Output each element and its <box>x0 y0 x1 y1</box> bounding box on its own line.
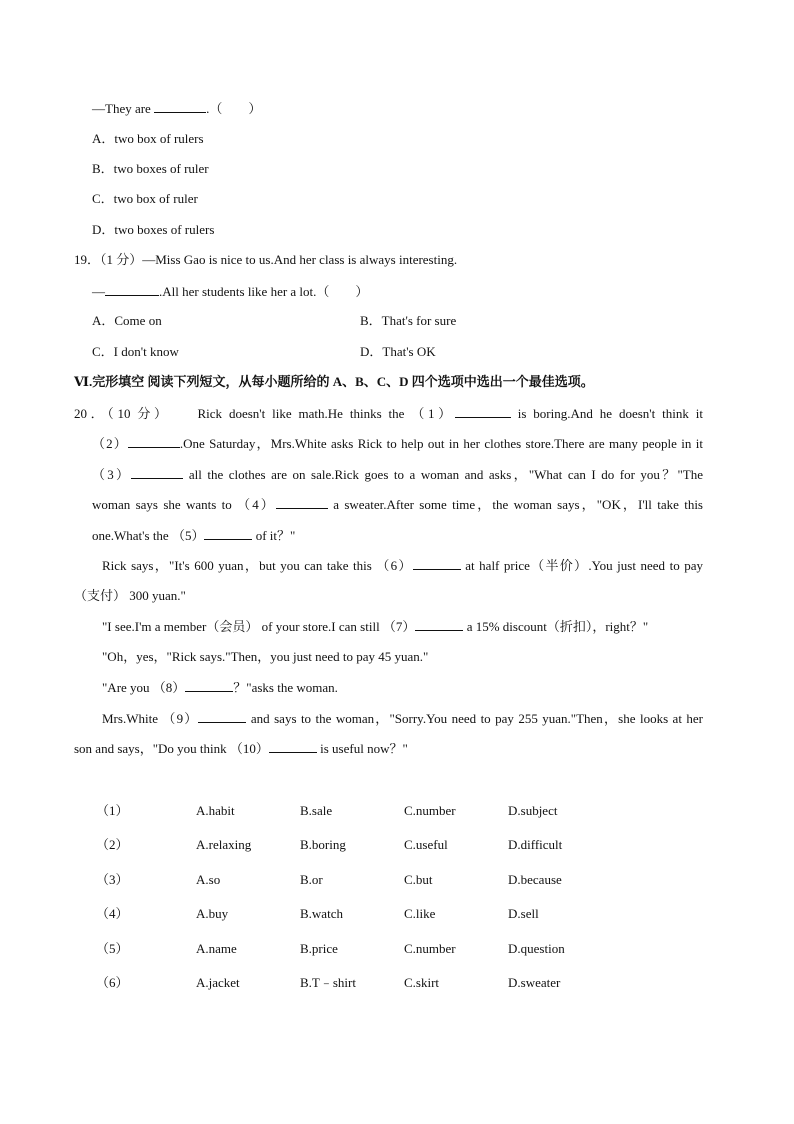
q19-option-d[interactable]: D．That's OK <box>360 344 436 359</box>
choice-option-c[interactable]: C.useful <box>404 837 448 852</box>
q18-option-a[interactable]: A．two box of rulers <box>92 131 204 146</box>
choice-option-b[interactable]: B.sale <box>300 803 333 818</box>
q20-line-2: （2） .One Saturday，Mrs.White asks Rick to help out in her clothes store.There are many people in it <box>92 436 703 451</box>
choice-option-a[interactable]: A.so <box>196 872 221 887</box>
passage-blank-4[interactable] <box>276 496 328 509</box>
choice-option-a[interactable]: A.habit <box>196 803 235 818</box>
q20-line-5: one.What's the （5） of it？" <box>92 528 296 543</box>
choice-option-d[interactable]: D.sell <box>508 906 539 921</box>
passage-blank-1[interactable] <box>455 405 511 418</box>
answer-blank[interactable] <box>105 283 159 296</box>
q20-line-3: （3） all the clothes are on sale.Rick goes to a woman and asks，"What can I do for you？"The <box>92 467 703 482</box>
passage-blank-8[interactable] <box>185 679 233 692</box>
choice-number: （2） <box>96 837 129 852</box>
choice-number: （6） <box>96 975 129 990</box>
q18-option-d[interactable]: D．two boxes of rulers <box>92 222 215 237</box>
passage-blank-2[interactable] <box>128 435 180 448</box>
choice-option-a[interactable]: A.relaxing <box>196 837 252 852</box>
answer-blank[interactable] <box>154 100 206 113</box>
choice-number: （1） <box>96 803 129 818</box>
choice-option-d[interactable]: D.subject <box>508 803 558 818</box>
section-title: Ⅵ.完形填空 阅读下列短文，从每小题所给的 A、B、C、D 四个选项中选出一个最佳选项。 <box>74 374 594 389</box>
choice-option-c[interactable]: C.number <box>404 941 456 956</box>
q20-line-12: son and says，"Do you think （10） is useful now？" <box>74 741 408 756</box>
q20-line-7: （支付） 300 yuan." <box>74 588 186 603</box>
passage-blank-3[interactable] <box>131 466 183 479</box>
choice-option-a[interactable]: A.jacket <box>196 975 240 990</box>
q20-line-6: Rick says，"It's 600 yuan，but you can take this （6） at half price（半价）.You just need to pay <box>102 558 703 573</box>
passage-blank-6[interactable] <box>413 557 461 570</box>
q20-line-9: "Oh，yes，"Rick says."Then，you just need to pay 45 yuan." <box>102 649 429 664</box>
choice-option-a[interactable]: A.buy <box>196 906 229 921</box>
choice-number: （4） <box>96 906 129 921</box>
q19-header: 19．（1 分）—Miss Gao is nice to us.And her class is always interesting. <box>74 252 458 267</box>
choice-number: （5） <box>96 941 129 956</box>
q20-line-10: "Are you （8） ？"asks the woman. <box>102 680 338 695</box>
passage-blank-9[interactable] <box>198 710 246 723</box>
choice-option-c[interactable]: C.but <box>404 872 433 887</box>
choice-option-c[interactable]: C.like <box>404 906 436 921</box>
passage-blank-7[interactable] <box>415 618 463 631</box>
choice-option-d[interactable]: D.sweater <box>508 975 561 990</box>
choice-option-d[interactable]: D.difficult <box>508 837 563 852</box>
q20-line-1: 20．（10 分） Rick doesn't like math.He thinks the （1） is boring.And he doesn't think it <box>74 406 703 421</box>
choice-option-b[interactable]: B.or <box>300 872 323 887</box>
passage-blank-10[interactable] <box>269 740 317 753</box>
q19-line2: — .All her students like her a lot.（ ） <box>92 284 369 299</box>
q19-option-a[interactable]: A．Come on <box>92 313 162 328</box>
q20-line-11: Mrs.White （9） and says to the woman，"Sorry.You need to pay 255 yuan."Then，she looks at her <box>102 711 703 726</box>
q20-line-8: "I see.I'm a member（会员） of your store.I can still （7） a 15% discount（折扣），right？" <box>102 619 649 634</box>
choice-option-b[interactable]: B.T﹣shirt <box>300 975 356 990</box>
choice-option-a[interactable]: A.name <box>196 941 237 956</box>
choice-option-b[interactable]: B.watch <box>300 906 343 921</box>
q18-stem: —They are .（ ） <box>92 101 262 116</box>
choice-option-b[interactable]: B.boring <box>300 837 346 852</box>
choice-option-b[interactable]: B.price <box>300 941 338 956</box>
q18-option-b[interactable]: B．two boxes of ruler <box>92 161 209 176</box>
choice-option-d[interactable]: D.question <box>508 941 565 956</box>
q18-option-c[interactable]: C．two box of ruler <box>92 191 198 206</box>
choice-option-c[interactable]: C.skirt <box>404 975 440 990</box>
passage-blank-5[interactable] <box>204 527 252 540</box>
q19-option-c[interactable]: C．I don't know <box>92 344 179 359</box>
q20-line-4: woman says she wants to （4） a sweater.After some time，the woman says，"OK，I'll take this <box>92 497 703 512</box>
q19-option-b[interactable]: B．That's for sure <box>360 313 457 328</box>
choice-option-c[interactable]: C.number <box>404 803 456 818</box>
choice-option-d[interactable]: D.because <box>508 872 562 887</box>
choice-number: （3） <box>96 872 129 887</box>
